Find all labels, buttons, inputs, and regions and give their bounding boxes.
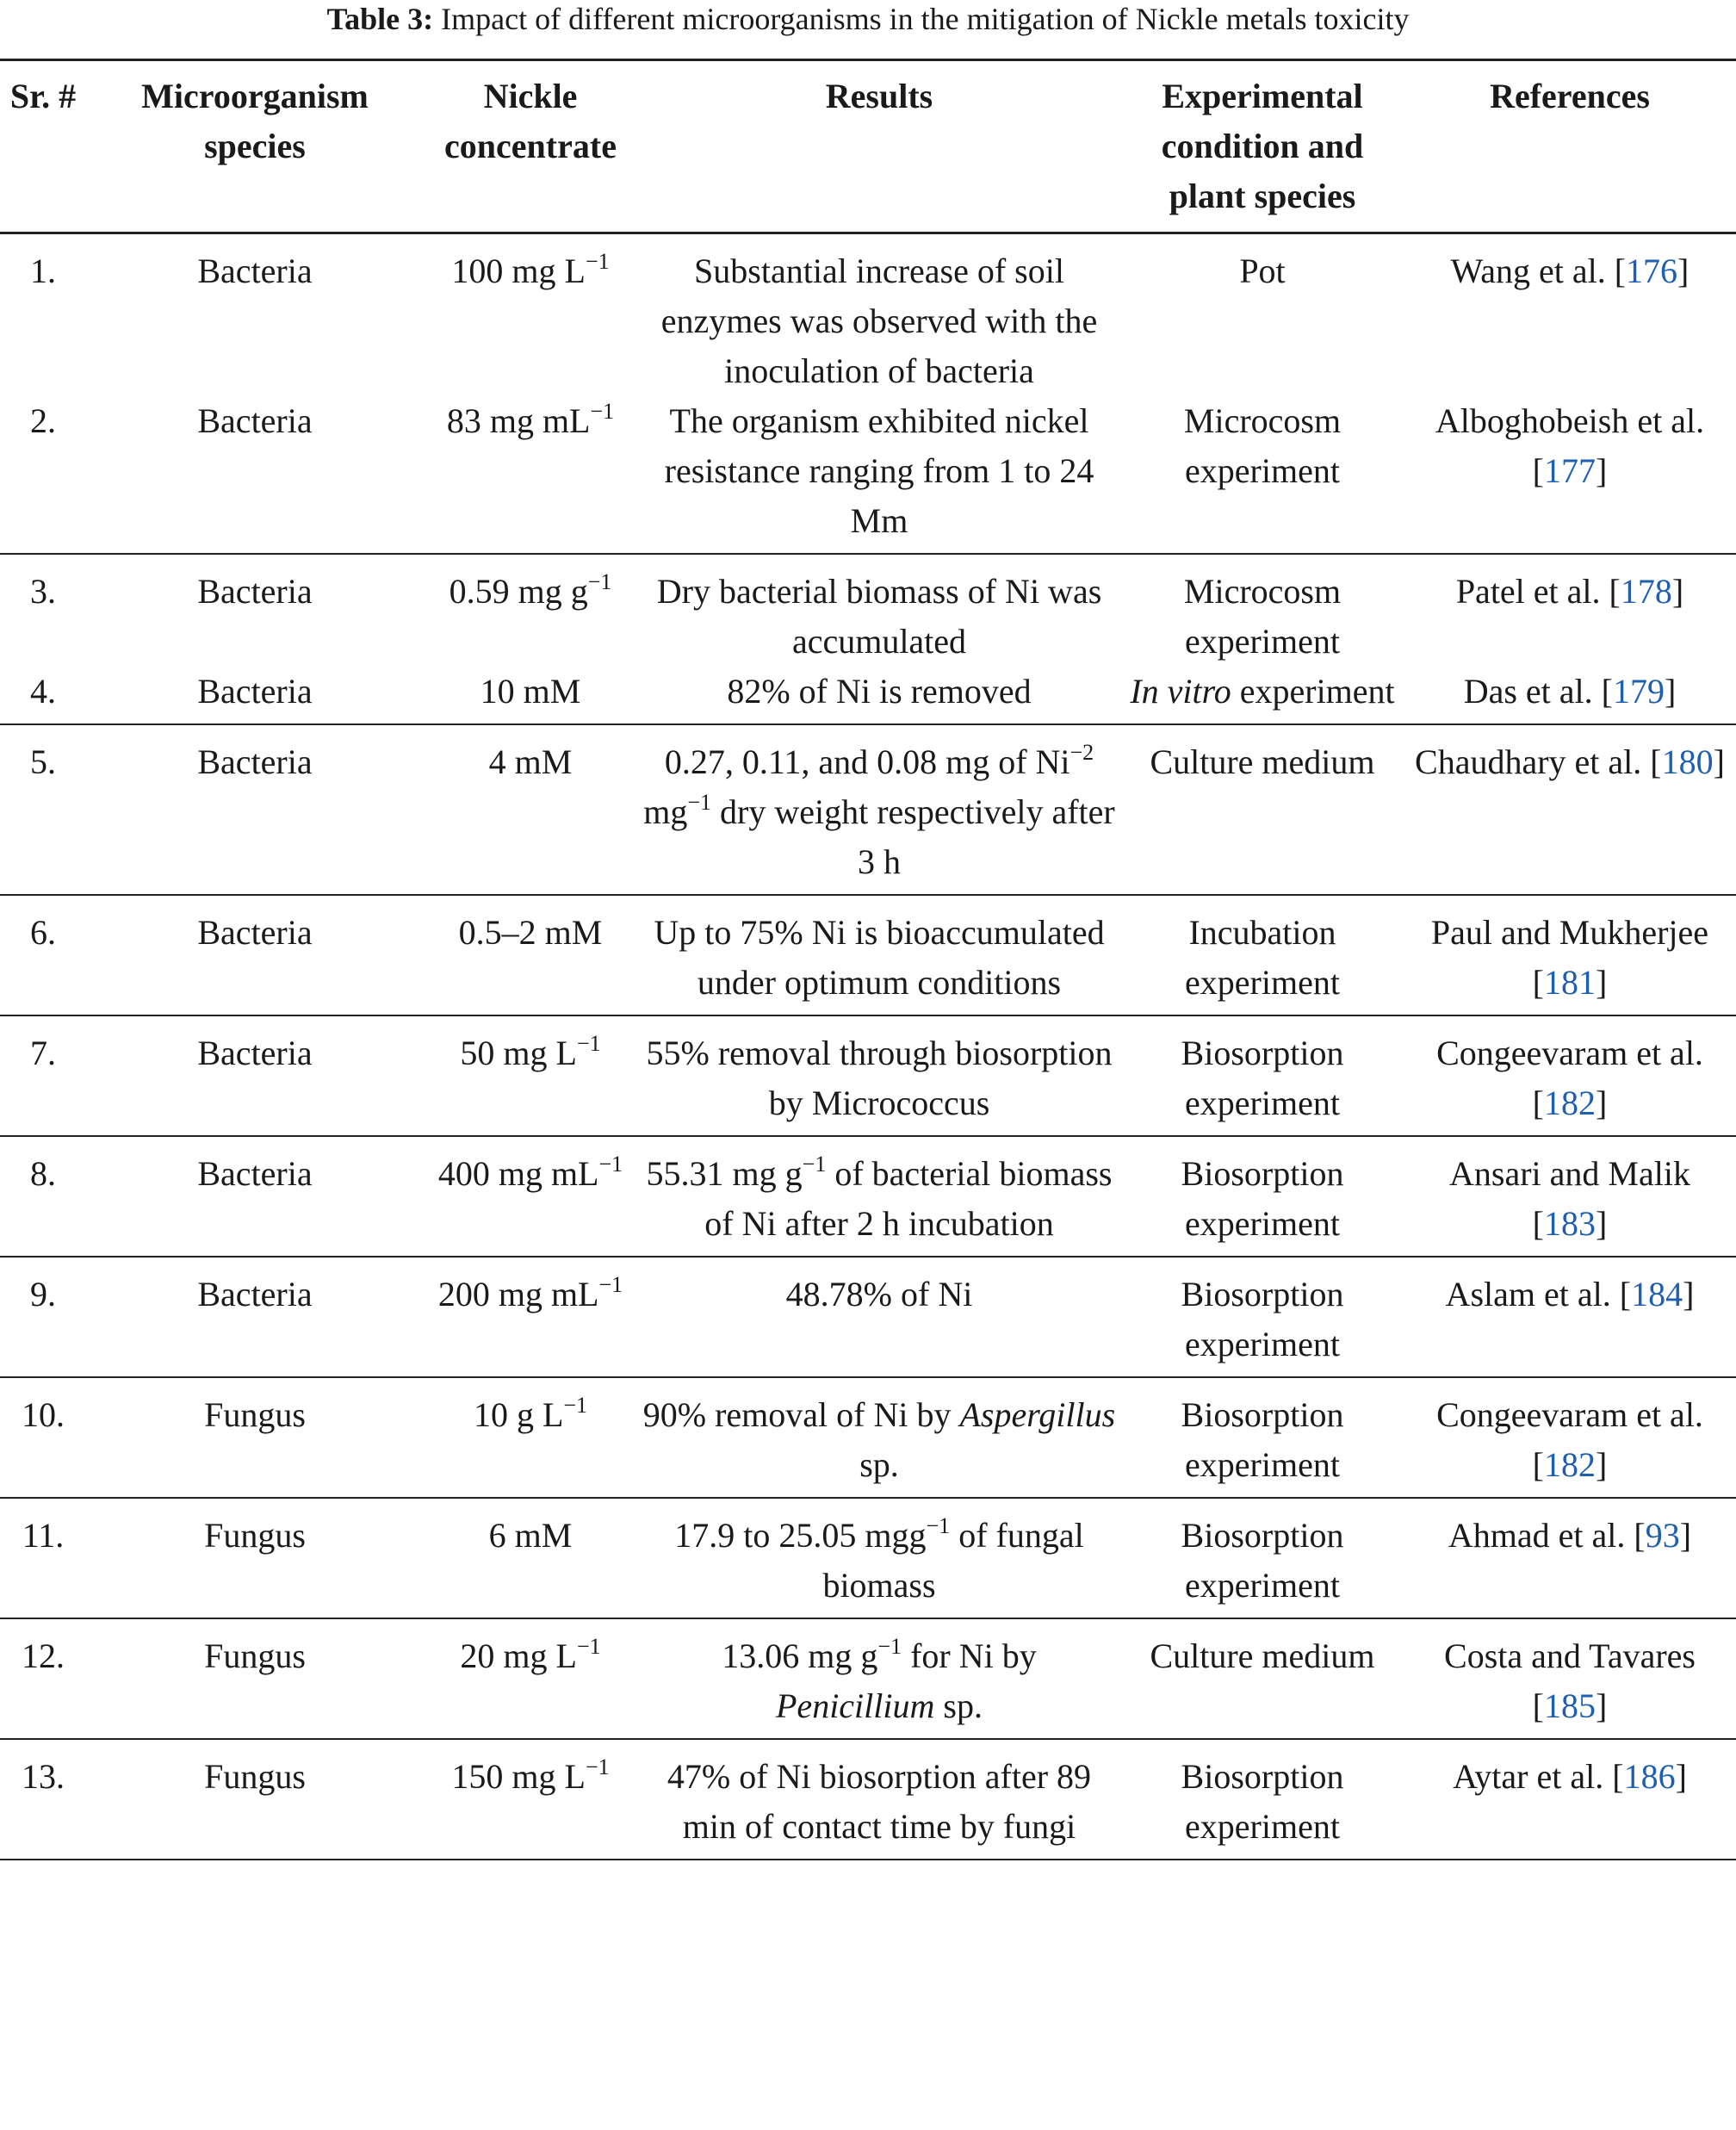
- reference-close: ]: [1596, 1084, 1608, 1122]
- cell-reference: [1404, 1015, 1736, 1136]
- cell-results: Up to 75% Ni is bioaccumulated under optimum conditions: [637, 895, 1121, 1015]
- cell-sr: 11.: [0, 1498, 86, 1618]
- cell-results: The organism exhibited nickel resistance ranging from 1 to 24 Mm: [637, 396, 1121, 554]
- cell-species: Fungus: [86, 1498, 424, 1618]
- cell-results: 47% of Ni biosorption after 89 min of contact time by fungi: [637, 1739, 1121, 1860]
- reference-close: ]: [1713, 742, 1725, 781]
- cell-reference: [1404, 1136, 1736, 1257]
- cell-species: Bacteria: [86, 667, 424, 724]
- header-row: [0, 60, 1736, 233]
- cell-species: Fungus: [86, 1618, 424, 1739]
- reference-close: ]: [1671, 572, 1684, 611]
- reference-author: Patel et al. [: [1455, 572, 1621, 611]
- cell-reference: [1404, 554, 1736, 667]
- table-caption: [0, 0, 1736, 36]
- header-references: References: [1490, 77, 1650, 115]
- cell-results: 48.78% of Ni: [637, 1257, 1121, 1377]
- cell-reference: [1404, 396, 1736, 554]
- table-row: [0, 667, 1736, 724]
- reference-link[interactable]: 183: [1544, 1204, 1596, 1243]
- cell-reference: [1404, 895, 1736, 1015]
- cell-species: Bacteria: [197, 252, 313, 290]
- reference-author: Costa and Tavares [: [1444, 1636, 1696, 1725]
- reference-close: ]: [1664, 672, 1677, 711]
- cell-concentration: 83 mg $mL^{-1}$: [424, 396, 637, 554]
- reference-close: ]: [1683, 1275, 1695, 1313]
- table-row: [0, 1015, 1736, 1136]
- cell-concentration: 100 mg $L^{-1}$: [451, 248, 610, 290]
- reference-link[interactable]: 182: [1544, 1445, 1596, 1484]
- cell-species: Fungus: [86, 1739, 424, 1860]
- cell-species: Bacteria: [197, 572, 313, 611]
- reference-author: Congeevaram et al. [: [1436, 1034, 1703, 1122]
- cell-reference: [1404, 724, 1736, 895]
- header-results: Results: [825, 77, 933, 115]
- cell-species: Bacteria: [86, 1015, 424, 1136]
- cell-concentration: 400 mg $mL^{-1}$: [424, 1136, 637, 1257]
- table-title: Impact of different microorganisms in the mitigation of Nickle metals toxicity: [433, 2, 1410, 36]
- reference-link[interactable]: 181: [1544, 963, 1596, 1002]
- cell-condition: In vitro experiment: [1121, 667, 1404, 724]
- cell-condition: Biosorption experiment: [1121, 1377, 1404, 1498]
- cell-reference: [1404, 1498, 1736, 1618]
- cell-species: Bacteria: [86, 396, 424, 554]
- table-label: Table 3:: [326, 2, 434, 36]
- cell-condition: Microcosm experiment: [1183, 572, 1342, 661]
- cell-reference: [1404, 1739, 1736, 1860]
- reference-close: ]: [1596, 1686, 1608, 1725]
- reference-author: Chaudhary et al. [: [1415, 742, 1662, 781]
- reference-link[interactable]: 93: [1645, 1516, 1680, 1555]
- table-row: [0, 1498, 1736, 1618]
- cell-results: 55% removal through biosorption by Micrococcus: [637, 1015, 1121, 1136]
- cell-sr: 13.: [0, 1739, 86, 1860]
- reference-link[interactable]: 177: [1544, 451, 1596, 490]
- reference-link[interactable]: 184: [1631, 1275, 1683, 1313]
- cell-condition: Culture medium: [1121, 1618, 1404, 1739]
- cell-reference: [1404, 1377, 1736, 1498]
- cell-condition: Pot: [1239, 252, 1286, 290]
- table-row: [0, 895, 1736, 1015]
- reference-author: Wang et al. [: [1450, 252, 1627, 290]
- cell-condition: Biosorption experiment: [1121, 1136, 1404, 1257]
- cell-reference: [1404, 1618, 1736, 1739]
- reference-author: Aytar et al. [: [1453, 1757, 1624, 1796]
- cell-results: 55.31 mg $g^{-1}$ of bacterial biomass of Ni after 2 h incubation: [637, 1136, 1121, 1257]
- cell-reference: [1404, 233, 1736, 397]
- reference-author: Aslam et al. [: [1445, 1275, 1632, 1313]
- cell-concentration: 10 mM: [424, 667, 637, 724]
- cell-concentration: 20 mg $L^{-1}$: [424, 1618, 637, 1739]
- cell-species: Bacteria: [86, 1136, 424, 1257]
- data-table: [0, 59, 1736, 1860]
- cell-sr: 4.: [0, 667, 86, 724]
- table-row: [0, 1618, 1736, 1739]
- cell-results: 90% removal of Ni by Aspergillus sp.: [637, 1377, 1121, 1498]
- cell-sr: 5.: [0, 724, 86, 895]
- cell-condition: Biosorption experiment: [1121, 1015, 1404, 1136]
- table-row: [0, 396, 1736, 554]
- cell-results: 0.27, 0.11, and 0.08 mg of $Ni^{-2}$ $mg^{-1}$ dry weight respectively after 3 h: [637, 724, 1121, 895]
- cell-condition: Incubation experiment: [1121, 895, 1404, 1015]
- cell-condition: Biosorption experiment: [1121, 1739, 1404, 1860]
- reference-close: ]: [1675, 1757, 1687, 1796]
- reference-close: ]: [1677, 252, 1690, 290]
- reference-author: Alboghobeish et al. [: [1435, 401, 1705, 490]
- cell-results: 17.9 to 25.05 mgg$^{-1}$ of fungal biomass: [637, 1498, 1121, 1618]
- cell-concentration: 150 mg $L^{-1}$: [424, 1739, 637, 1860]
- reference-close: ]: [1596, 963, 1608, 1002]
- reference-link[interactable]: 176: [1626, 252, 1678, 290]
- table-row: [0, 724, 1736, 895]
- cell-concentration: 10 g $L^{-1}$: [424, 1377, 637, 1498]
- cell-results: 13.06 mg $g^{-1}$ for Ni by Penicillium sp.: [637, 1618, 1121, 1739]
- cell-results: 82% of Ni is removed: [637, 667, 1121, 724]
- cell-sr: 9.: [0, 1257, 86, 1377]
- reference-author: Ansari and Malik [: [1449, 1154, 1690, 1243]
- cell-condition: Biosorption experiment: [1121, 1257, 1404, 1377]
- cell-reference: [1404, 667, 1736, 724]
- cell-sr: 12.: [0, 1618, 86, 1739]
- cell-condition: Biosorption experiment: [1121, 1498, 1404, 1618]
- cell-concentration: 4 mM: [424, 724, 637, 895]
- cell-sr: 1.: [30, 252, 56, 290]
- cell-sr: 2.: [0, 396, 86, 554]
- cell-condition: Microcosm experiment: [1121, 396, 1404, 554]
- reference-close: ]: [1596, 1445, 1608, 1484]
- cell-concentration: 50 mg $L^{-1}$: [424, 1015, 637, 1136]
- cell-results: Substantial increase of soil enzymes was observed with the inoculation of bacteria: [660, 252, 1098, 390]
- cell-concentration: 0.5–2 mM: [424, 895, 637, 1015]
- reference-close: ]: [1596, 1204, 1608, 1243]
- table-row: [0, 1739, 1736, 1860]
- reference-link[interactable]: 178: [1620, 572, 1672, 611]
- reference-author: Ahmad et al. [: [1448, 1516, 1646, 1555]
- table-row: [0, 1377, 1736, 1498]
- header-species: Microorganism species: [141, 77, 369, 165]
- cell-species: Fungus: [86, 1377, 424, 1498]
- table-row: [0, 554, 1736, 667]
- table-row: [0, 1136, 1736, 1257]
- cell-sr: 10.: [0, 1377, 86, 1498]
- reference-close: ]: [1596, 451, 1608, 490]
- cell-results: Dry bacterial biomass of Ni was accumulated: [656, 572, 1102, 661]
- reference-author: Das et al. [: [1463, 672, 1613, 711]
- reference-author: Congeevaram et al. [: [1436, 1395, 1703, 1484]
- reference-close: ]: [1679, 1516, 1692, 1555]
- cell-sr: 3.: [30, 572, 56, 611]
- reference-author: Paul and Mukherjee [: [1430, 913, 1709, 1002]
- cell-condition: Culture medium: [1121, 724, 1404, 895]
- cell-species: Bacteria: [86, 724, 424, 895]
- header-concentration: Nickle concentrate: [444, 77, 617, 165]
- cell-sr: 7.: [0, 1015, 86, 1136]
- header-condition: Experimental condition and plant species: [1161, 77, 1364, 215]
- table-row: [0, 233, 1736, 397]
- cell-concentration: 0.59 mg $g^{-1}$: [449, 568, 612, 611]
- reference-link[interactable]: 179: [1612, 672, 1665, 711]
- cell-sr: 6.: [0, 895, 86, 1015]
- reference-link[interactable]: 186: [1623, 1757, 1676, 1796]
- header-sr: Sr. #: [9, 77, 77, 115]
- cell-concentration: 6 mM: [424, 1498, 637, 1618]
- cell-species: Bacteria: [86, 895, 424, 1015]
- reference-link[interactable]: 185: [1544, 1686, 1596, 1725]
- table-row: [0, 1257, 1736, 1377]
- cell-species: Bacteria: [86, 1257, 424, 1377]
- cell-sr: 8.: [0, 1136, 86, 1257]
- reference-link[interactable]: 182: [1544, 1084, 1596, 1122]
- cell-concentration: 200 mg $mL^{-1}$: [424, 1257, 637, 1377]
- reference-link[interactable]: 180: [1661, 742, 1714, 781]
- cell-reference: [1404, 1257, 1736, 1377]
